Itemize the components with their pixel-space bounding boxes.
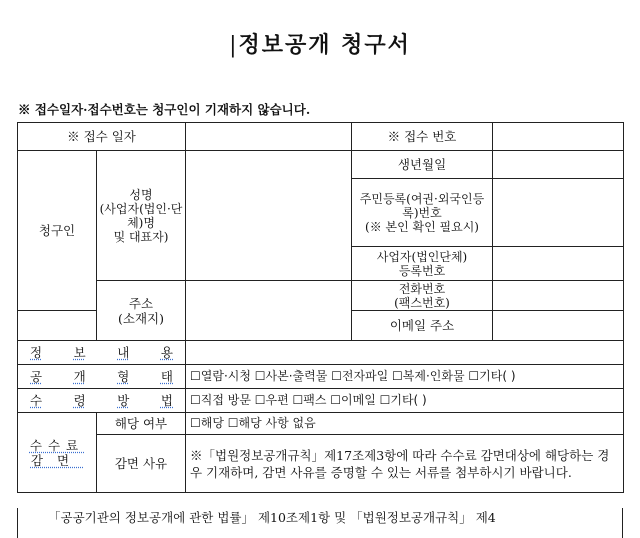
disclosure-form-label: 공 개 형 태 xyxy=(18,365,186,389)
birth-label: 생년월일 xyxy=(352,151,493,179)
business-number-field[interactable] xyxy=(493,247,624,281)
claimant-label: 청구인 xyxy=(18,151,97,311)
address-label: 주소 (소재지) xyxy=(97,281,186,341)
receive-method-options[interactable]: ☐직접 방문 ☐우편 ☐팩스 ☐이메일 ☐기타( ) xyxy=(186,389,624,413)
phone-field[interactable] xyxy=(493,281,624,311)
fee-reduction-label: 수수료 감면 xyxy=(18,413,97,493)
email-field[interactable] xyxy=(493,311,624,341)
email-label: 이메일 주소 xyxy=(352,311,493,341)
birth-field[interactable] xyxy=(493,151,624,179)
page-title: |정보공개 청구서 xyxy=(229,32,411,58)
fee-applicable-label: 해당 여부 xyxy=(97,413,186,435)
business-number-label: 사업자(법인단체) 등록번호 xyxy=(352,247,493,281)
request-form-table xyxy=(17,122,624,493)
resident-number-field[interactable] xyxy=(493,179,624,247)
claimant-label-spacer xyxy=(18,311,97,341)
receipt-number-field xyxy=(493,123,624,151)
notice-text: ※ 접수일자·접수번호는 청구인이 기재하지 않습니다. xyxy=(18,102,311,117)
address-field[interactable] xyxy=(186,281,352,341)
receipt-date-label: ※ 접수 일자 xyxy=(18,123,186,151)
receipt-number-label: ※ 접수 번호 xyxy=(352,123,493,151)
info-content-field[interactable] xyxy=(186,341,624,365)
fee-reason-text: ※「법원정보공개규칙」제17조제3항에 따라 수수료 감면대상에 해당하는 경우 기재하며, 감면 사유를 증명할 수 있는 서류를 첨부하시기 바랍니다. xyxy=(186,435,624,493)
resident-number-label: 주민등록(여권·외국인등록)번호 (※ 본인 확인 필요시) xyxy=(352,179,493,247)
fee-reason-label: 감면 사유 xyxy=(97,435,186,493)
fee-applicable-options[interactable]: ☐해당 ☐해당 사항 없음 xyxy=(186,413,624,435)
name-field[interactable] xyxy=(186,151,352,281)
receipt-date-field xyxy=(186,123,352,151)
info-content-label: 정 보 내 용 xyxy=(18,341,186,365)
phone-label: 전화번호 (팩스번호) xyxy=(352,281,493,311)
receive-method-label: 수 령 방 법 xyxy=(18,389,186,413)
name-label: 성명 (사업자(법인·단체)명 및 대표자) xyxy=(97,151,186,281)
footer-statement: 「공공기관의 정보공개에 관한 법률」 제10조제1항 및 「법원정보공개규칙」 제4 xyxy=(17,508,623,538)
disclosure-form-options[interactable]: ☐열람·시청 ☐사본·출력물 ☐전자파일 ☐복제·인화물 ☐기타( ) xyxy=(186,365,624,389)
